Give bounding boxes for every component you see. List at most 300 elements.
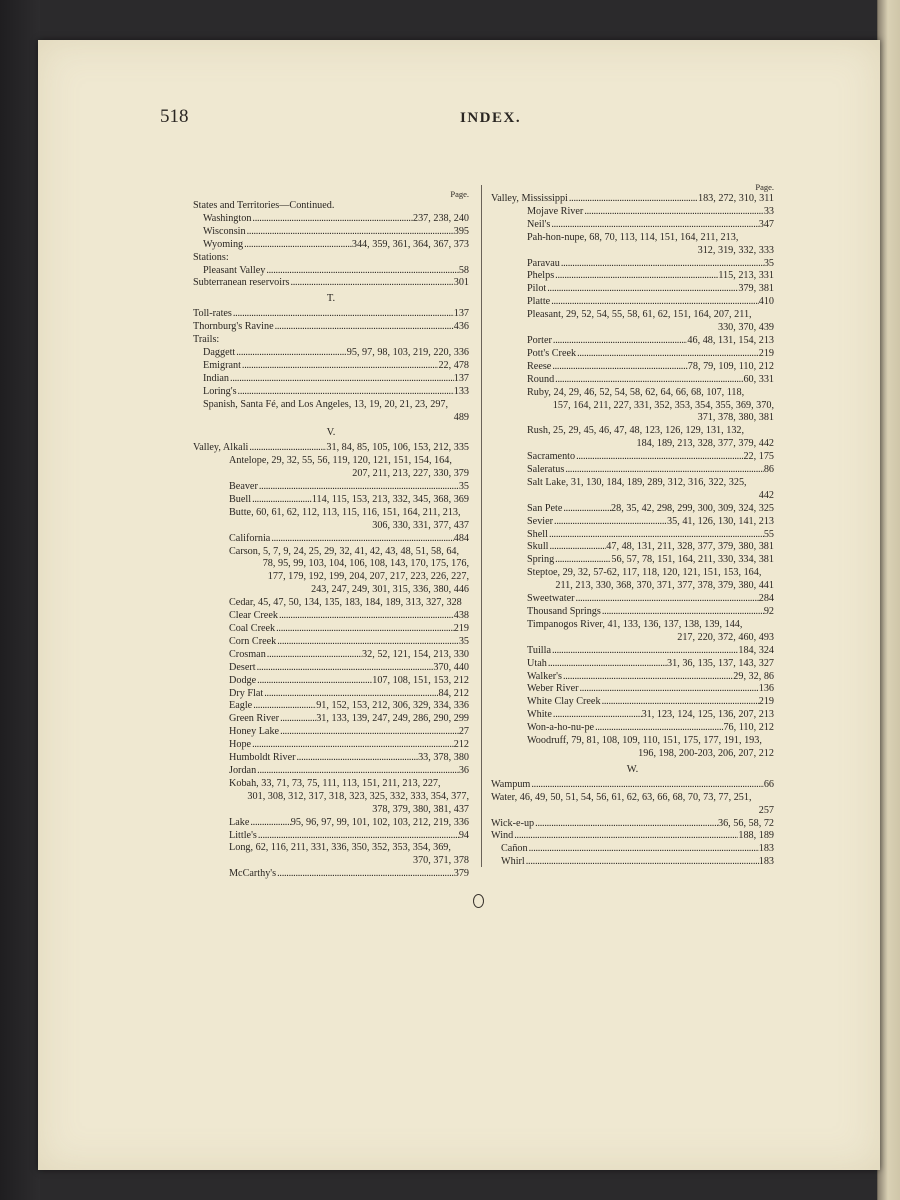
leader-dots (546, 283, 738, 296)
left-entries (193, 200, 469, 881)
entry-pages: 219 (758, 696, 774, 708)
entry-pages: 370, 440 (433, 661, 469, 673)
index-entry (491, 735, 774, 761)
leader-dots (548, 529, 764, 542)
entry-pages: 33 (763, 205, 774, 217)
entry-pages: 436 (453, 321, 469, 333)
index-entry (491, 856, 774, 869)
entry-pages: 35, 41, 126, 130, 141, 213 (667, 515, 774, 527)
entry-pages: 36, 56, 58, 72 (717, 817, 774, 829)
index-entry (491, 232, 774, 258)
leader-dots (256, 662, 434, 675)
leader-dots (265, 265, 458, 278)
index-entry (491, 193, 774, 206)
index-entry (491, 830, 774, 843)
entry-pages: 301 (453, 277, 469, 289)
entry-term: Pilot (527, 283, 547, 295)
index-entry (193, 360, 469, 373)
entry-term: California (229, 532, 271, 544)
entry-term: Daggett (203, 346, 236, 358)
entry-pages: 137 (453, 308, 469, 320)
leader-dots (554, 554, 611, 567)
entry-term: Cañon (501, 843, 528, 855)
running-head: INDEX. (460, 110, 522, 126)
leader-dots (553, 516, 667, 529)
leader-dots (576, 348, 759, 361)
entry-pages: 28, 35, 42, 298, 299, 300, 309, 324, 325 (611, 502, 774, 514)
index-entry (491, 464, 774, 477)
entry-term: Valley, Mississippi (491, 193, 568, 204)
entry-pages: 395 (453, 225, 469, 237)
index-entry (491, 709, 774, 722)
index-entry (193, 546, 469, 598)
entry-term: Sweetwater (527, 593, 575, 605)
leader-dots (583, 206, 764, 219)
entry-pages: 410 (758, 296, 774, 308)
entry-term: Tuilla (527, 644, 551, 656)
entry-term: Wick-e-up (491, 817, 535, 829)
entry-term: Skull (527, 541, 549, 553)
entry-pages: 379 (453, 868, 469, 880)
entry-pages: 27 (458, 726, 469, 738)
entry-pages: 183 (758, 843, 774, 855)
entry-term: Round (527, 373, 555, 385)
entry-term: Platte (527, 296, 551, 308)
index-entry (491, 606, 774, 619)
index-entry (193, 373, 469, 386)
entry-term: Shell (527, 528, 548, 540)
entry-term: Spanish, Santa Fé, and Los Angeles, 13, 19, 20, 21, 23, 297, (203, 398, 449, 410)
entry-pages-continued: 489 (453, 411, 469, 423)
entry-pages: 379, 381 (738, 283, 774, 295)
index-entry (193, 507, 469, 533)
index-entry (491, 425, 774, 451)
entry-term: Reese (527, 360, 552, 372)
entry-term: Pott's Creek (527, 347, 577, 359)
entry-term: Steptoe, 29, 32, 57-62, 117, 118, 120, 121, 151, 153, 164, (527, 567, 762, 579)
index-entry (491, 779, 774, 792)
entry-term: Pleasant Valley (203, 264, 266, 276)
leader-dots (551, 361, 687, 374)
entry-pages: 438 (453, 610, 469, 622)
index-entry (193, 739, 469, 752)
entry-term: Wampum (491, 778, 531, 790)
entry-term: Dry Flat (229, 687, 264, 699)
leader-dots (554, 374, 743, 387)
entry-term: Beaver (229, 481, 258, 493)
background-left (0, 0, 40, 1200)
leader-dots (270, 533, 453, 546)
entry-term: Kobah, 33, 71, 73, 75, 111, 113, 151, 211, 213, 227, (229, 777, 441, 789)
entry-term: Wyoming (203, 238, 244, 250)
leader-dots (575, 593, 759, 606)
index-entry (193, 455, 469, 481)
entry-pages-continued: 257 (758, 804, 774, 816)
index-entry (193, 765, 469, 778)
entry-pages: 219 (758, 347, 774, 359)
entry-pages-continued: 442 (758, 489, 774, 501)
entry-pages-continued: 330, 370, 439 (717, 322, 774, 334)
index-entry (193, 700, 469, 713)
index-entry (491, 335, 774, 348)
index-entry (193, 494, 469, 507)
entry-pages: 237, 238, 240 (412, 212, 469, 224)
leader-dots (601, 696, 759, 709)
entry-term: San Pete (527, 502, 563, 514)
entry-term: Woodruff, 79, 81, 108, 109, 110, 151, 175, 177, 191, 193, (527, 735, 762, 747)
entry-term: Neil's (527, 218, 551, 230)
entry-pages: 115, 213, 331 (718, 270, 774, 282)
leader-dots (289, 277, 453, 290)
entry-term: Butte, 60, 61, 62, 112, 113, 115, 116, 151, 164, 211, 213, (229, 506, 461, 518)
entry-term: White Clay Creek (527, 696, 601, 708)
entry-pages: 29, 32, 86 (733, 670, 774, 682)
leader-dots (251, 739, 454, 752)
entry-pages: 22, 175 (743, 451, 774, 463)
right-column (491, 181, 774, 869)
entry-term: Subterranean reservoirs (193, 277, 290, 289)
index-entry (491, 529, 774, 542)
index-entry (491, 818, 774, 831)
entry-term: Phelps (527, 270, 555, 282)
index-entry (491, 309, 774, 335)
index-entry (193, 265, 469, 278)
entry-pages-continued: 207, 211, 213, 227, 330, 379 (352, 468, 469, 480)
leader-dots (258, 481, 459, 494)
entry-term: Water, 46, 49, 50, 51, 54, 56, 61, 62, 63, 66, 68, 70, 73, 77, 251, (491, 791, 752, 803)
entry-term: Mojave River (527, 205, 584, 217)
entry-pages: 107, 108, 151, 153, 212 (372, 674, 469, 686)
entry-term: Carson, 5, 7, 9, 24, 25, 29, 32, 41, 42, 43, 48, 51, 58, 64, (229, 545, 460, 557)
entry-term: Long, 62, 116, 211, 331, 336, 350, 352, 353, 354, 369, (229, 842, 451, 854)
index-entry (491, 619, 774, 645)
entry-term: Won-a-ho-nu-pe (527, 722, 595, 734)
leader-dots (279, 713, 316, 726)
entry-term: Little's (229, 829, 257, 841)
leader-dots (256, 765, 459, 778)
leader-dots (251, 494, 312, 507)
entry-term: Timpanogos River, 41, 133, 136, 137, 138, 139, 144, (527, 618, 743, 630)
leader-dots (552, 335, 688, 348)
index-entry (491, 645, 774, 658)
entry-term: Loring's (203, 385, 237, 397)
index-entry (491, 683, 774, 696)
index-entry (193, 213, 469, 226)
index-entry (491, 283, 774, 296)
index-entry (491, 843, 774, 856)
entry-term: Valley, Alkali (193, 442, 249, 454)
leader-dots (235, 347, 347, 360)
leader-dots (534, 818, 718, 831)
index-heading: Trails: (193, 334, 220, 346)
entry-term: Toll-rates (193, 308, 232, 320)
leader-dots (579, 683, 759, 696)
leader-dots (249, 817, 290, 830)
index-entry (491, 503, 774, 516)
entry-term: Hope (229, 739, 252, 751)
index-entry (193, 830, 469, 843)
index-entry (193, 688, 469, 701)
index-entry (193, 597, 469, 610)
index-entry (491, 477, 774, 503)
entry-term: Pleasant, 29, 52, 54, 55, 58, 61, 62, 151, 164, 207, 211, (527, 309, 752, 321)
leader-dots (257, 830, 459, 843)
page-number: 518 (160, 106, 189, 127)
leader-dots (296, 752, 419, 765)
entry-pages: 344, 359, 361, 364, 367, 373 (351, 238, 469, 250)
entry-pages-continued: 378, 379, 380, 381, 437 (372, 803, 469, 815)
entry-term: Rush, 25, 29, 45, 46, 47, 48, 123, 126, 129, 131, 132, (527, 425, 745, 437)
leader-dots (594, 722, 723, 735)
entry-term: Emigrant (203, 359, 241, 371)
entry-pages: 35 (458, 481, 469, 493)
entry-pages-continued: 243, 247, 249, 301, 315, 336, 380, 446 (311, 584, 469, 596)
index-entry (193, 636, 469, 649)
entry-term: Saleratus (527, 464, 565, 476)
index-heading: Stations: (193, 251, 229, 263)
left-column (193, 188, 469, 881)
leader-dots (568, 193, 698, 206)
index-entry (193, 817, 469, 830)
index-entry (491, 296, 774, 309)
entry-pages: 22, 478 (438, 359, 469, 371)
entry-term: Indian (203, 372, 230, 384)
leader-dots (278, 610, 454, 623)
entry-term: Pah-hon-nupe, 68, 70, 113, 114, 151, 164, 211, 213, (527, 231, 739, 243)
entry-term: White (527, 709, 552, 721)
leader-dots (525, 856, 759, 869)
index-entry (193, 778, 469, 817)
page-column-header: Page. (755, 182, 774, 192)
index-entry (193, 752, 469, 765)
right-entries (491, 193, 774, 869)
leader-dots (547, 658, 667, 671)
leader-dots (266, 649, 362, 662)
index-heading: States and Territories—Continued. (193, 200, 335, 211)
entry-pages: 35 (763, 257, 774, 269)
entry-pages: 137 (453, 372, 469, 384)
index-entry (193, 610, 469, 623)
entry-term: Thornburg's Ravine (193, 321, 274, 333)
index-entry (491, 541, 774, 554)
entry-term: Desert (229, 661, 256, 673)
entry-pages: 32, 52, 121, 154, 213, 330 (362, 648, 469, 660)
entry-pages: 84, 212 (438, 687, 469, 699)
entry-term: Ruby, 24, 29, 46, 52, 54, 58, 62, 64, 66, 68, 107, 118, (527, 386, 745, 398)
index-entry (193, 239, 469, 252)
leader-dots (237, 386, 454, 399)
leader-dots (256, 675, 372, 688)
column-divider (481, 185, 482, 867)
index-entry (193, 868, 469, 881)
entry-pages-continued: 177, 179, 192, 199, 204, 207, 217, 223, 226, 227, (267, 571, 469, 583)
index-entry (193, 442, 469, 455)
index-entry (491, 792, 774, 818)
page-column-header: Page. (450, 189, 469, 199)
index-entry (193, 308, 469, 321)
leader-dots (560, 258, 764, 271)
entry-pages-continued: 184, 189, 213, 328, 377, 379, 442 (636, 438, 774, 450)
entry-term: Eagle (229, 700, 253, 712)
section-letter: V. (326, 427, 336, 439)
entry-pages-continued: 157, 164, 211, 227, 331, 352, 353, 354, 355, 369, 370, (552, 399, 774, 411)
entry-pages: 183, 272, 310, 311 (697, 193, 774, 204)
entry-term: Lake (229, 816, 250, 828)
leader-dots (564, 464, 763, 477)
entry-pages: 284 (758, 593, 774, 605)
entry-term: Corn Creek (229, 635, 277, 647)
entry-term: Spring (527, 554, 555, 566)
leader-dots (528, 843, 759, 856)
index-entry (193, 399, 469, 425)
index-entry (491, 374, 774, 387)
entry-pages: 56, 57, 78, 151, 164, 211, 330, 334, 381 (611, 554, 774, 566)
entry-pages: 76, 110, 212 (723, 722, 774, 734)
leader-dots (550, 296, 759, 309)
index-entry (491, 258, 774, 271)
index-entry (193, 533, 469, 546)
leader-dots (243, 239, 352, 252)
leader-dots (513, 830, 738, 843)
entry-pages: 33, 378, 380 (418, 752, 469, 764)
entry-pages: 55 (763, 528, 774, 540)
entry-pages-continued: 196, 198, 200-203, 206, 207, 212 (638, 747, 774, 759)
leader-dots (550, 219, 758, 232)
entry-pages: 136 (758, 683, 774, 695)
entry-term: Walker's (527, 670, 562, 682)
leader-dots (276, 868, 454, 881)
leader-dots (263, 688, 438, 701)
section-letter: W. (626, 763, 639, 775)
index-entry (491, 554, 774, 567)
index-entry (193, 347, 469, 360)
leader-dots (251, 213, 413, 226)
entry-term: Wisconsin (203, 225, 246, 237)
leader-dots (551, 645, 738, 658)
entry-pages-continued: 217, 220, 372, 460, 493 (677, 631, 774, 643)
entry-pages-continued: 306, 330, 331, 377, 437 (372, 519, 469, 531)
entry-term: Coal Creek (229, 623, 276, 634)
entry-pages: 31, 84, 85, 105, 106, 153, 212, 335 (326, 442, 469, 454)
index-entry (193, 726, 469, 739)
entry-pages-continued: 370, 371, 378 (412, 855, 469, 867)
entry-pages: 347 (758, 218, 774, 230)
index-entry (491, 270, 774, 283)
entry-pages: 183 (758, 856, 774, 868)
entry-term: Dodge (229, 674, 257, 686)
index-entry (193, 842, 469, 868)
entry-pages: 94 (458, 829, 469, 841)
entry-pages-continued: 371, 378, 380, 381 (697, 412, 774, 424)
index-entry (491, 722, 774, 735)
index-entry (491, 696, 774, 709)
leader-dots (275, 623, 454, 636)
entry-pages: 35 (458, 635, 469, 647)
entry-pages-continued: 312, 319, 332, 333 (697, 244, 774, 256)
entry-pages-continued: 211, 213, 330, 368, 370, 371, 377, 378, 379, 380, 441 (555, 580, 774, 592)
entry-term: Washington (203, 212, 252, 224)
entry-pages: 58 (458, 264, 469, 276)
index-entry (491, 593, 774, 606)
entry-term: Thousand Springs (527, 606, 601, 617)
entry-term: Sacramento (527, 451, 576, 463)
entry-pages: 212 (453, 739, 469, 751)
entry-pages: 188, 189 (738, 830, 774, 842)
entry-pages-continued: 301, 308, 312, 317, 318, 323, 325, 332, 333, 354, 377, (247, 790, 469, 802)
leader-dots (276, 636, 459, 649)
index-entry (491, 361, 774, 374)
entry-term: Sevier (527, 515, 554, 527)
entry-term: Porter (527, 334, 552, 346)
index-entry (193, 675, 469, 688)
entry-pages-continued: 78, 95, 99, 103, 104, 106, 108, 143, 170, 175, 176, (262, 558, 469, 570)
entry-term: Whirl (501, 856, 525, 868)
leader-dots (530, 779, 763, 792)
index-entry (491, 671, 774, 684)
entry-term: Cedar, 45, 47, 50, 134, 135, 183, 184, 189, 313, 327, 328 (229, 597, 462, 609)
entry-pages: 219 (453, 623, 469, 634)
leader-dots (229, 373, 454, 386)
entry-pages: 95, 96, 97, 99, 101, 102, 103, 212, 219, 336 (290, 816, 469, 828)
index-entry (193, 481, 469, 494)
entry-term: Clear Creek (229, 610, 278, 622)
leader-dots (562, 671, 733, 684)
index-entry (491, 348, 774, 361)
entry-term: Honey Lake (229, 726, 280, 738)
entry-term: Humboldt River (229, 752, 296, 764)
entry-pages: 31, 123, 124, 125, 136, 207, 213 (641, 709, 774, 721)
leader-dots (554, 270, 718, 283)
entry-pages: 36 (458, 764, 469, 776)
leader-dots (248, 442, 326, 455)
index-entry (193, 321, 469, 334)
entry-term: Green River (229, 713, 280, 725)
leader-dots (575, 451, 743, 464)
index-entry (193, 226, 469, 239)
entry-pages: 66 (763, 778, 774, 790)
entry-term: Salt Lake, 31, 130, 184, 189, 289, 312, 316, 322, 325, (527, 476, 747, 488)
entry-pages: 95, 97, 98, 103, 219, 220, 336 (346, 346, 469, 358)
section-letter: T. (326, 293, 336, 305)
leader-dots (601, 606, 764, 619)
end-ornament (473, 894, 484, 908)
entry-pages: 46, 48, 131, 154, 213 (687, 334, 774, 346)
leader-dots (549, 541, 607, 554)
entry-pages: 60, 331 (743, 373, 774, 385)
entry-term: Wind (491, 830, 514, 842)
entry-term: Antelope, 29, 32, 55, 56, 119, 120, 121, 151, 154, 164, (229, 455, 452, 467)
entry-term: Jordan (229, 764, 257, 776)
index-entry (193, 623, 469, 636)
entry-pages: 92 (763, 606, 774, 617)
entry-pages: 484 (453, 532, 469, 544)
entry-term: Paravau (527, 257, 560, 269)
leader-dots (562, 503, 611, 516)
index-entry (193, 662, 469, 675)
entry-pages: 31, 36, 135, 137, 143, 327 (667, 657, 774, 669)
entry-term: McCarthy's (229, 868, 277, 880)
entry-pages: 47, 48, 131, 211, 328, 377, 379, 380, 381 (606, 541, 774, 553)
index-entry (193, 713, 469, 726)
index-entry (491, 206, 774, 219)
index-entry (193, 277, 469, 290)
index-entry (193, 649, 469, 662)
index-entry (491, 567, 774, 593)
entry-pages: 184, 324 (738, 644, 774, 656)
leader-dots (252, 700, 316, 713)
entry-term: Buell (229, 493, 252, 505)
entry-pages: 114, 115, 153, 213, 332, 345, 368, 369 (311, 493, 469, 505)
